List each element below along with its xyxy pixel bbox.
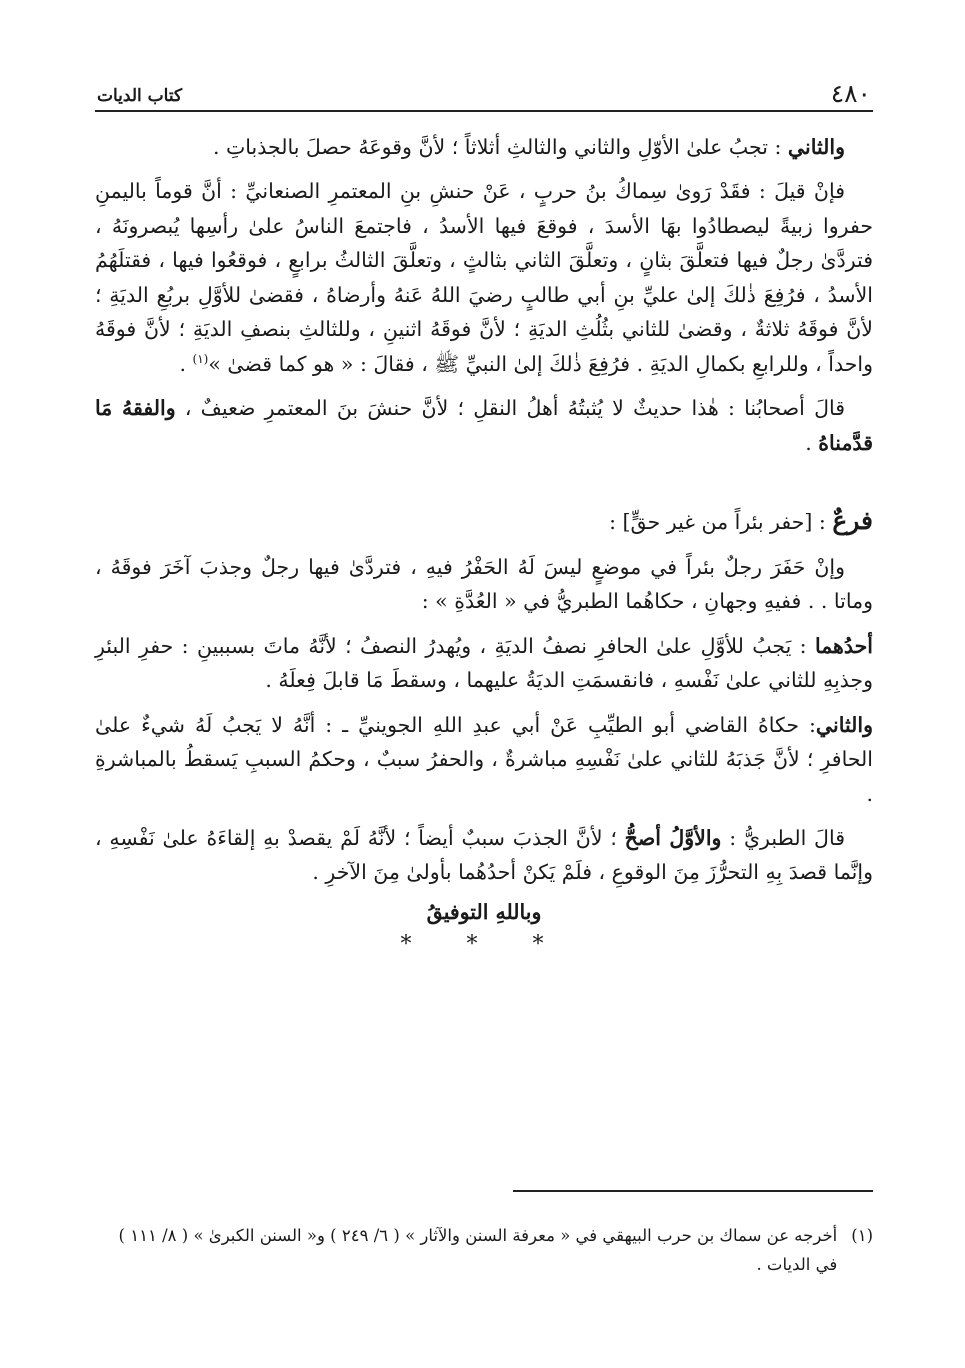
paragraph-third-case <box>95 130 873 164</box>
branch-heading <box>95 500 873 542</box>
page-number: ٤٨٠ <box>830 79 871 108</box>
section-end-stars: * * * <box>400 931 568 957</box>
page-body <box>95 130 873 957</box>
book-title: كتاب الديات <box>97 86 183 106</box>
paragraph-bold-phrase: والفقهُ مَا قدَّمناهُ <box>95 396 873 455</box>
paragraph-reply <box>95 391 873 460</box>
paragraph-tabari-verdict <box>95 821 873 890</box>
paragraph-text: : يَجبُ للأوَّلِ علىٰ الحافرِ نصفُ الديَةِ ، ويُهدرُ النصفُ ؛ لأنَّهُ ماتَ بسببينِ : حفرِ البئرِ وجذبِهِ للثاني علىٰ نَفْسهِ ، فانقسمَتِ الديَةُ عليهما ، وسقطَ مَا قابلَ فِعلَهُ . <box>95 633 873 693</box>
paragraph-text: قالَ الطبريُّ : <box>721 826 845 850</box>
paragraph-lead: أحدُهما <box>814 633 873 658</box>
paragraph-lead: والثاني <box>815 712 873 737</box>
footnote-divider <box>513 1190 873 1192</box>
paragraph-first-view <box>95 629 873 698</box>
paragraph-second-view <box>95 708 873 811</box>
paragraph-bold-phrase: والأوَّلُ أصحُّ <box>624 826 722 850</box>
paragraph-text: قالَ أصحابُنا : هٰذا حديثٌ لا يُثبتُهُ أهلُ النقلِ ؛ لأنَّ حنشَ بنَ المعتمرِ ضعيفٌ ، <box>175 396 846 421</box>
paragraph-end: . <box>805 430 819 455</box>
footnote-reference[interactable]: (١) <box>192 351 209 366</box>
closing-phrase: وباللهِ التوفيقُ <box>426 899 542 924</box>
paragraph-lead: والثاني <box>787 135 845 159</box>
paragraph-text: : حكاهُ القاضي أبو الطيِّبِ عَنْ أبي عبدِ اللهِ الجوينيِّ ـ : أنَّهُ لا يَجبُ لَهُ شيءٌ علىٰ الحافرِ ؛ لأنَّ جَذبَهُ للثاني علىٰ نَفْسِهِ مباشرةٌ ، والحفرُ سببٌ ، وحكمُ السببِ يَسقطُ بالمباشرةِ . <box>95 712 873 806</box>
footnote-number: (١) <box>851 1226 873 1245</box>
paragraph-text: ؛ لأنَّ الجذبَ سببٌ أيضاً ؛ لأنَّهُ لَمْ يقصدْ بهِ إلقاءَهُ علىٰ نَفْسِهِ ، وإنَّما قصدَ بِهِ التحرُّزَ مِنَ الوقوعِ ، فلَمْ يَكنْ أحدُهُما بأولىٰ مِنَ الآخرِ . <box>95 826 873 885</box>
paragraph-well-case <box>95 550 873 619</box>
paragraph-text: فإنْ قيلَ : فقَدْ رَوىٰ سِماكُ بنُ حربٍ ، عَنْ حنشِ بنِ المعتمرِ الصنعانيِّ : أنَّ قوماً باليمنِ حفروا زبيةً ليصطادُوا بهَا الأسدَ ، فوقعَ فيها الأسدُ ، فاجتمعَ الناسُ علىٰ رأسِها يُبصرونَهُ ، فتردَّىٰ رجلٌ فيها فتعلَّقَ بثانٍ ، وتعلَّقَ الثاني بثالثٍ ، وتعلَّقَ الثالثُ برابعٍ ، فوقعُوا فيها ، فقتلَهُمُ الأسدُ ، فرُفِعَ ذٰلكَ إلىٰ عليِّ بنِ أبي طالبٍ رضيَ اللهُ عَنهُ وأرضاهُ ، فقضىٰ للأوَّلِ بربُعِ الديَةِ ؛ لأنَّ فوقَهُ ثلاثةٌ ، وقضىٰ للثاني بثُلُثِ الديَةِ ؛ لأنَّ فوقَهُ اثنينِ ، وللثالثِ بنصفِ الديَةِ ؛ لأنَّ فوقَهُ واحداً ، وللرابعِ بكمالِ الديَةِ . فرُفِعَ ذٰلكَ إلىٰ النبيِّ ﷺ ، فقالَ : « هو كما قضىٰ » <box>95 179 873 376</box>
paragraph-text: : تجبُ علىٰ الأوّلِ والثاني والثالثِ أثلاثاً ؛ لأنَّ وقوعَهُ حصلَ بالجذباتِ . <box>212 135 788 159</box>
footnote-text: أخرجه عن سماك بن حرب البيهقي في « معرفة السنن والآثار » ( ٦/ ٢٤٩ ) و« السنن الكبرىٰ » ( ٨/ ١١١ ) في الديات . <box>118 1226 838 1274</box>
branch-title: : [حفر بئراً من غير حقٍّ] : <box>609 509 833 534</box>
paragraph-end: . <box>179 351 193 376</box>
section-gap <box>95 470 873 500</box>
footnote <box>95 1222 873 1280</box>
paragraph-objection-hadith <box>95 174 873 381</box>
branch-label: فرعٌ <box>832 505 873 535</box>
book-page <box>95 70 873 1330</box>
page-header <box>95 70 873 112</box>
paragraph-text: وإنْ حَفَرَ رجلٌ بئراً في موضعٍ ليسَ لَهُ الحَفْرُ فيهِ ، فتردَّىٰ فيها رجلٌ وجذبَ آخَرَ فوقَهُ ، وماتا . . ففيهِ وجهانِ ، حكاهُما الطبريُّ في « العُدَّةِ » : <box>95 554 873 614</box>
